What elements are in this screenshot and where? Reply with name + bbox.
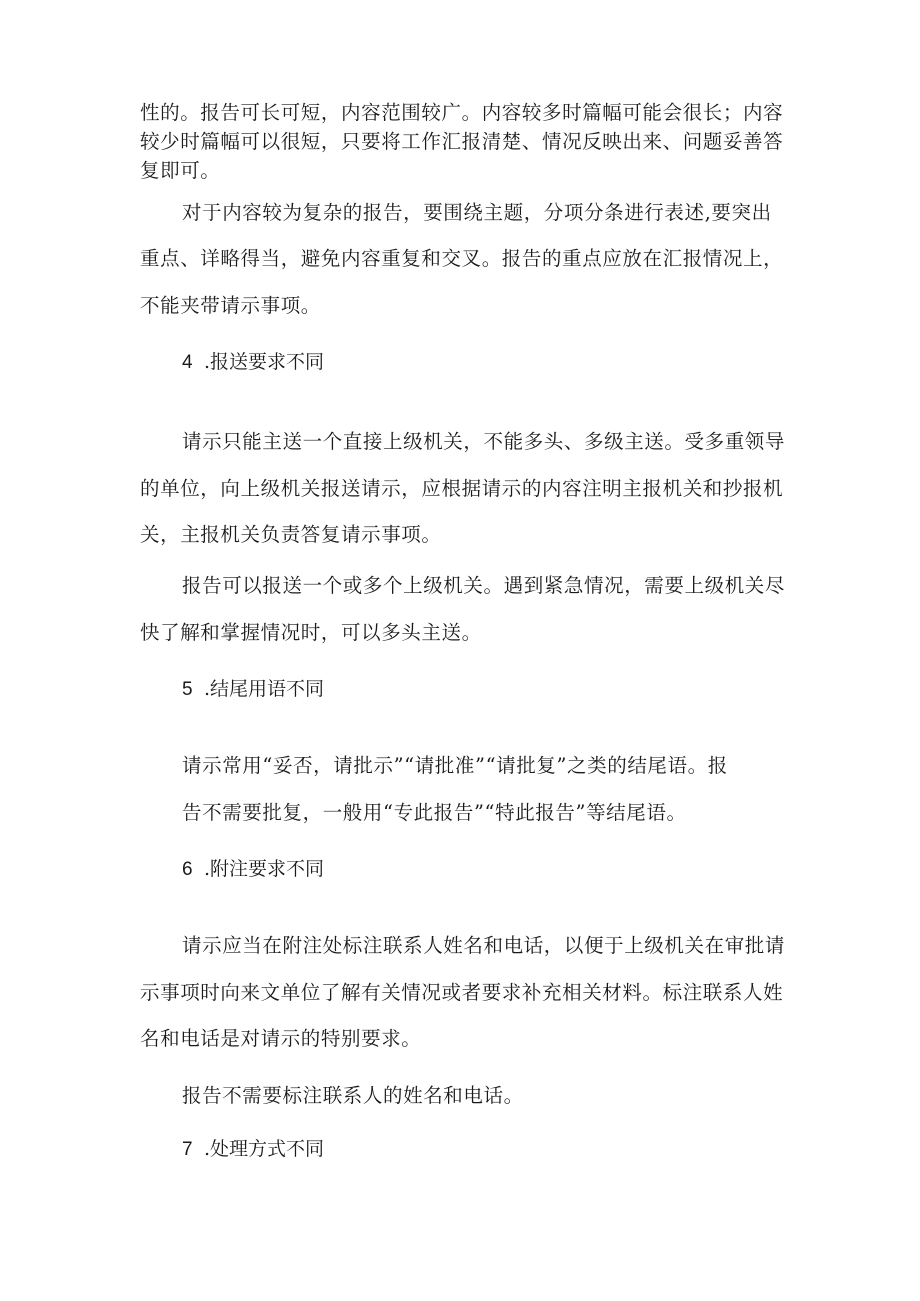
section-heading — [182, 856, 324, 883]
text-line: 报告不需要标注联系人的姓名和电话。 — [182, 1084, 524, 1107]
section-number: 7 — [182, 1139, 193, 1160]
section-title: .报送要求不同 — [204, 351, 325, 373]
text-line: 性的。报告可长可短，内容范围较广。内容较多时篇幅可能会很长；内容 — [140, 101, 784, 124]
text-line: 较少时篇幅可以很短，只要将工作汇报清楚、情况反映出来、问题妥善答 — [140, 130, 784, 153]
text-line: 请示只能主送一个直接上级机关，不能多头、多级主送。受多重领导 — [182, 430, 786, 453]
section-title: .附注要求不同 — [204, 858, 325, 880]
text-line: 报告可以报送一个或多个上级机关。遇到紧急情况，需要上级机关尽 — [182, 574, 786, 597]
text-line: 告不需要批复，一般用“专此报告”“特此报告”等结尾语。 — [182, 801, 687, 824]
section-title: .结尾用语不同 — [204, 678, 325, 700]
text-line: 复即可。 — [140, 159, 221, 182]
text-line: 示事项时向来文单位了解有关情况或者要求补充相关材料。标注联系人姓 — [140, 981, 784, 1004]
section-heading — [182, 349, 324, 376]
section-title: .处理方式不同 — [204, 1138, 325, 1160]
text-line: 对于内容较为复杂的报告，要围绕主题，分项分条进行表述,要突出 — [182, 201, 772, 224]
section-number: 6 — [182, 859, 193, 880]
text-line: 请示应当在附注处标注联系人姓名和电话，以便于上级机关在审批请 — [182, 934, 786, 957]
section-heading — [182, 1136, 324, 1163]
section-heading — [182, 676, 324, 703]
text-line: 关，主报机关负责答复请示事项。 — [140, 523, 442, 546]
text-line: 的单位，向上级机关报送请示，应根据请示的内容注明主报机关和抄报机 — [140, 477, 784, 500]
text-line: 名和电话是对请示的特别要求。 — [140, 1027, 422, 1050]
section-number: 5 — [182, 679, 193, 700]
section-number: 4 — [182, 352, 193, 373]
text-line: 请示常用“妥否，请批示”“请批准”“请批复”之类的结尾语。报 — [182, 754, 728, 777]
text-line: 不能夹带请示事项。 — [140, 294, 321, 317]
text-line: 快了解和掌握情况时，可以多头主送。 — [140, 621, 482, 644]
text-line: 重点、详略得当，避免内容重复和交叉。报告的重点应放在汇报情况上， — [140, 247, 784, 270]
